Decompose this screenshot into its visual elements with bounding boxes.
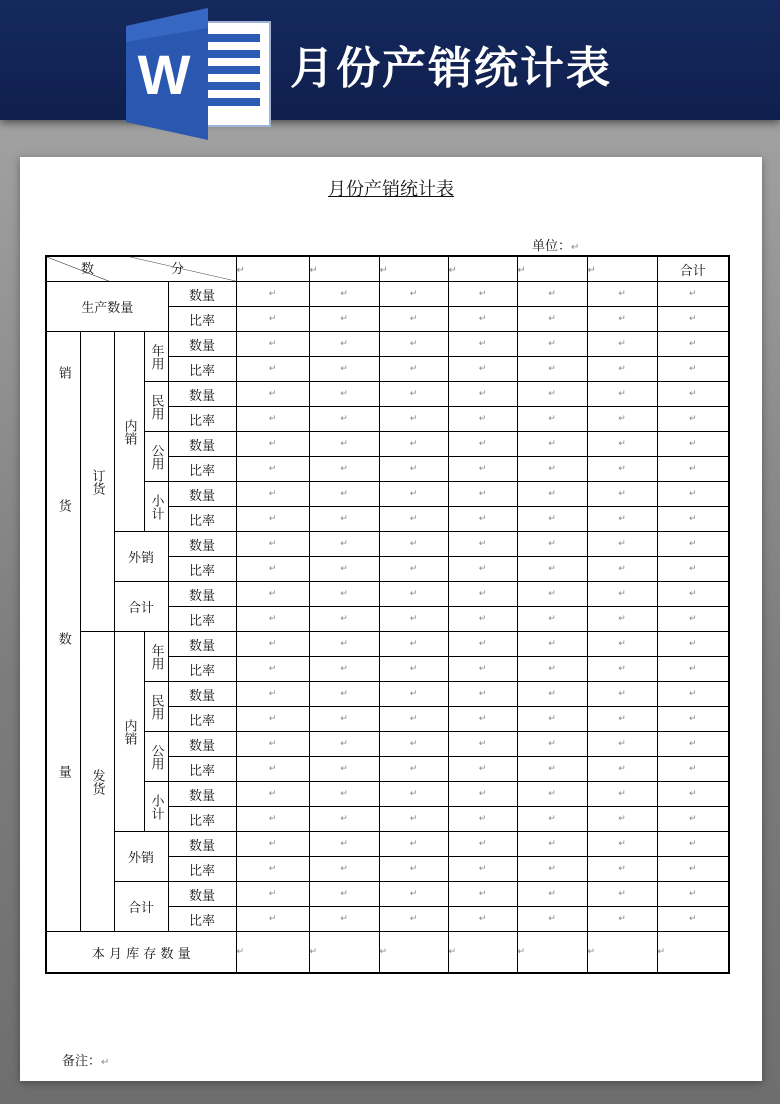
data-cell[interactable]: ↵ [236,632,309,657]
data-cell[interactable]: ↵ [657,807,729,832]
data-cell[interactable]: ↵ [517,357,587,382]
data-cell[interactable]: ↵ [309,707,379,732]
ship-export-label: 外销 [114,832,168,882]
data-cell[interactable]: ↵ [379,582,448,607]
data-cell[interactable]: ↵ [517,332,587,357]
category-subtotal: 小计 [144,482,168,532]
table-row [46,282,729,307]
category-civil: 民用 [144,682,168,732]
data-cell[interactable]: ↵ [379,732,448,757]
table-row [46,332,729,357]
data-cell[interactable]: ↵ [448,732,517,757]
data-cell[interactable]: ↵ [236,932,309,974]
header-row [46,256,729,282]
data-cell[interactable]: ↵ [379,407,448,432]
remarks-label: 备注：↵ [62,1054,110,1069]
data-cell[interactable]: ↵ [236,532,309,557]
data-cell[interactable]: ↵ [657,482,729,507]
data-cell[interactable]: ↵ [448,657,517,682]
order-domestic-group: 内销 [114,332,144,532]
data-cell[interactable]: ↵ [379,757,448,782]
data-cell[interactable]: ↵ [236,782,309,807]
category-public: 公用 [144,732,168,782]
sales-quantity-group: 销货数量 [46,332,80,932]
data-cell[interactable]: ↵ [236,282,309,307]
data-cell[interactable]: ↵ [587,432,657,457]
data-cell[interactable]: ↵ [236,857,309,882]
data-cell[interactable]: ↵ [309,882,379,907]
data-cell[interactable]: ↵ [587,307,657,332]
unit-label: 单位：↵ [532,239,580,254]
data-cell[interactable]: ↵ [309,757,379,782]
data-cell[interactable]: ↵ [379,857,448,882]
data-cell[interactable]: ↵ [587,357,657,382]
data-cell[interactable]: ↵ [657,657,729,682]
data-cell[interactable]: ↵ [236,907,309,932]
diag-label-shu: 数 [81,262,95,277]
data-cell[interactable]: ↵ [448,632,517,657]
data-cell[interactable]: ↵ [448,407,517,432]
data-cell[interactable]: ↵ [517,757,587,782]
data-cell[interactable]: ↵ [587,282,657,307]
data-cell[interactable]: ↵ [657,757,729,782]
data-cell[interactable]: ↵ [379,907,448,932]
data-cell[interactable]: ↵ [309,782,379,807]
data-cell[interactable]: ↵ [587,857,657,882]
data-cell[interactable]: ↵ [448,382,517,407]
data-cell[interactable]: ↵ [657,707,729,732]
data-cell[interactable]: ↵ [379,507,448,532]
data-cell[interactable]: ↵ [448,682,517,707]
production-label: 生产数量 [46,282,168,332]
data-cell[interactable]: ↵ [379,657,448,682]
data-cell[interactable]: ↵ [448,482,517,507]
data-cell[interactable]: ↵ [517,482,587,507]
data-cell[interactable]: ↵ [517,882,587,907]
data-cell[interactable]: ↵ [309,832,379,857]
title-banner [0,0,780,120]
data-cell[interactable]: ↵ [587,482,657,507]
data-cell[interactable]: ↵ [657,632,729,657]
data-cell[interactable]: ↵ [379,532,448,557]
metric-label: 数量 [168,682,236,707]
data-cell[interactable]: ↵ [236,657,309,682]
metric-label: 数量 [168,282,236,307]
data-cell[interactable]: ↵ [236,732,309,757]
data-cell[interactable]: ↵ [236,832,309,857]
data-cell[interactable]: ↵ [309,657,379,682]
data-cell[interactable]: ↵ [587,907,657,932]
table-row [46,382,729,407]
data-cell[interactable]: ↵ [587,407,657,432]
data-cell[interactable]: ↵ [309,907,379,932]
data-cell[interactable]: ↵ [587,932,657,974]
data-cell[interactable]: ↵ [236,557,309,582]
data-cell[interactable]: ↵ [517,432,587,457]
data-cell[interactable]: ↵ [448,582,517,607]
data-cell[interactable]: ↵ [448,907,517,932]
data-cell[interactable]: ↵ [379,357,448,382]
data-cell[interactable]: ↵ [236,582,309,607]
data-cell[interactable]: ↵ [657,507,729,532]
data-cell[interactable]: ↵ [309,682,379,707]
data-cell[interactable]: ↵ [657,832,729,857]
banner-title: 月份产销统计表 [290,43,612,94]
word-logo-letter: W [137,43,191,106]
data-cell[interactable]: ↵ [379,382,448,407]
data-cell[interactable]: ↵ [587,332,657,357]
data-cell[interactable]: ↵ [517,507,587,532]
metric-label: 数量 [168,632,236,657]
data-cell[interactable]: ↵ [379,932,448,974]
metric-label: 数量 [168,882,236,907]
data-cell[interactable]: ↵ [448,507,517,532]
data-cell[interactable]: ↵ [379,882,448,907]
data-cell[interactable]: ↵ [236,432,309,457]
data-cell[interactable]: ↵ [517,732,587,757]
data-cell[interactable]: ↵ [236,682,309,707]
data-cell[interactable]: ↵ [236,307,309,332]
table-row [46,482,729,507]
data-cell[interactable]: ↵ [448,532,517,557]
metric-label: 比率 [168,907,236,932]
data-cell[interactable]: ↵ [448,557,517,582]
data-cell[interactable]: ↵ [657,432,729,457]
data-cell[interactable]: ↵ [379,282,448,307]
data-cell[interactable]: ↵ [309,307,379,332]
ship-domestic-group: 内销 [114,632,144,832]
data-cell[interactable]: ↵ [236,757,309,782]
data-cell[interactable]: ↵ [309,807,379,832]
category-annual: 年用 [144,632,168,682]
data-cell[interactable]: ↵ [448,357,517,382]
data-cell[interactable]: ↵ [448,307,517,332]
data-cell[interactable]: ↵ [379,307,448,332]
data-cell[interactable]: ↵ [379,782,448,807]
data-cell[interactable]: ↵ [657,907,729,932]
data-cell[interactable]: ↵ [587,757,657,782]
metric-label: 数量 [168,782,236,807]
data-cell[interactable]: ↵ [587,507,657,532]
data-cell[interactable]: ↵ [309,632,379,657]
total-col-header: 合计 [657,256,729,282]
table-row [46,782,729,807]
data-cell[interactable]: ↵ [236,707,309,732]
data-cell[interactable]: ↵ [517,707,587,732]
document-page [20,157,762,1081]
data-cell[interactable]: ↵ [657,407,729,432]
inventory-label: 本 月 库 存 数 量 [46,932,236,974]
metric-label: 比率 [168,407,236,432]
data-cell[interactable]: ↵ [517,657,587,682]
data-cell[interactable]: ↵ [236,457,309,482]
metric-label: 比率 [168,357,236,382]
data-cell[interactable]: ↵ [517,282,587,307]
data-cell[interactable]: ↵ [657,532,729,557]
data-cell[interactable]: ↵ [517,857,587,882]
table-row [46,832,729,857]
data-cell[interactable]: ↵ [236,482,309,507]
data-cell[interactable]: ↵ [587,532,657,557]
table-row [46,532,729,557]
ship-total-label: 合计 [114,882,168,932]
data-cell[interactable]: ↵ [379,832,448,857]
data-cell[interactable]: ↵ [236,357,309,382]
data-cell[interactable]: ↵ [309,732,379,757]
ship-group: 发货 [80,632,114,932]
metric-label: 数量 [168,532,236,557]
data-cell[interactable]: ↵ [309,282,379,307]
data-cell[interactable]: ↵ [309,482,379,507]
data-cell[interactable]: ↵ [236,507,309,532]
factory-col-5[interactable]: ↵ [517,256,587,282]
data-cell[interactable]: ↵ [309,332,379,357]
data-cell[interactable]: ↵ [309,532,379,557]
factory-col-6[interactable]: ↵ [587,256,657,282]
data-cell[interactable]: ↵ [448,332,517,357]
data-cell[interactable]: ↵ [379,557,448,582]
data-cell[interactable]: ↵ [587,382,657,407]
data-cell[interactable]: ↵ [379,432,448,457]
data-cell[interactable]: ↵ [587,782,657,807]
category-public: 公用 [144,432,168,482]
order-total-label: 合计 [114,582,168,632]
data-cell[interactable]: ↵ [657,357,729,382]
data-cell[interactable]: ↵ [236,882,309,907]
data-cell[interactable]: ↵ [448,857,517,882]
data-cell[interactable]: ↵ [587,732,657,757]
data-cell[interactable]: ↵ [379,682,448,707]
data-cell[interactable]: ↵ [517,832,587,857]
order-group: 订货 [80,332,114,632]
data-cell[interactable]: ↵ [587,582,657,607]
data-cell[interactable]: ↵ [309,557,379,582]
data-cell[interactable]: ↵ [236,382,309,407]
data-cell[interactable]: ↵ [657,382,729,407]
data-cell[interactable]: ↵ [379,807,448,832]
metric-label: 比率 [168,507,236,532]
data-cell[interactable]: ↵ [517,807,587,832]
metric-label: 数量 [168,382,236,407]
metric-label: 比率 [168,807,236,832]
data-cell[interactable]: ↵ [657,557,729,582]
data-cell[interactable]: ↵ [517,607,587,632]
category-subtotal: 小计 [144,782,168,832]
data-cell[interactable]: ↵ [587,682,657,707]
data-cell[interactable]: ↵ [448,707,517,732]
metric-label: 比率 [168,457,236,482]
table-row [46,732,729,757]
table-row [46,432,729,457]
metric-label: 比率 [168,707,236,732]
data-cell[interactable]: ↵ [379,707,448,732]
metric-label: 比率 [168,607,236,632]
data-cell[interactable]: ↵ [448,807,517,832]
diagonal-header-cell [46,256,236,282]
category-civil: 民用 [144,382,168,432]
table-row [46,582,729,607]
data-cell[interactable]: ↵ [657,857,729,882]
data-cell[interactable]: ↵ [657,932,729,974]
data-cell[interactable]: ↵ [657,282,729,307]
data-cell[interactable]: ↵ [379,332,448,357]
metric-label: 数量 [168,482,236,507]
data-cell[interactable]: ↵ [309,432,379,457]
data-cell[interactable]: ↵ [587,457,657,482]
factory-col-3[interactable]: ↵ [379,256,448,282]
diag-label-chang [187,278,200,282]
data-cell[interactable]: ↵ [236,807,309,832]
metric-label: 比率 [168,307,236,332]
data-cell[interactable]: ↵ [517,682,587,707]
metric-label: 数量 [168,832,236,857]
word-app-icon [126,8,272,140]
metric-label: 数量 [168,332,236,357]
data-cell[interactable]: ↵ [587,807,657,832]
data-cell[interactable]: ↵ [587,707,657,732]
data-cell[interactable]: ↵ [657,582,729,607]
data-cell[interactable]: ↵ [236,332,309,357]
metric-label: 比率 [168,557,236,582]
metric-label: 比率 [168,857,236,882]
data-cell[interactable]: ↵ [236,607,309,632]
data-cell[interactable]: ↵ [448,882,517,907]
data-cell[interactable]: ↵ [309,382,379,407]
table-row [46,882,729,907]
data-cell[interactable]: ↵ [587,632,657,657]
factory-col-1[interactable]: ↵ [236,256,309,282]
metric-label: 比率 [168,757,236,782]
data-cell[interactable]: ↵ [309,932,379,974]
data-cell[interactable]: ↵ [448,457,517,482]
data-cell[interactable]: ↵ [309,407,379,432]
data-cell[interactable]: ↵ [448,607,517,632]
table-row [46,682,729,707]
data-cell[interactable]: ↵ [587,557,657,582]
data-cell[interactable]: ↵ [517,907,587,932]
data-cell[interactable]: ↵ [517,457,587,482]
data-cell[interactable]: ↵ [517,307,587,332]
data-cell[interactable]: ↵ [587,607,657,632]
data-cell[interactable]: ↵ [657,307,729,332]
metric-label: 数量 [168,432,236,457]
data-cell[interactable]: ↵ [379,632,448,657]
data-cell[interactable]: ↵ [379,482,448,507]
data-cell[interactable]: ↵ [657,332,729,357]
data-cell[interactable]: ↵ [379,457,448,482]
data-cell[interactable]: ↵ [448,757,517,782]
data-cell[interactable]: ↵ [448,782,517,807]
data-cell[interactable]: ↵ [309,457,379,482]
data-cell[interactable]: ↵ [657,732,729,757]
data-cell[interactable]: ↵ [517,932,587,974]
diagonal-lines [47,257,236,281]
data-cell[interactable]: ↵ [309,582,379,607]
category-annual: 年用 [144,332,168,382]
diag-label-fen: 分 [171,262,185,277]
factory-col-4[interactable]: ↵ [448,256,517,282]
metric-label: 比率 [168,657,236,682]
data-cell[interactable]: ↵ [309,357,379,382]
data-cell[interactable]: ↵ [309,857,379,882]
statistics-table [45,255,730,974]
order-export-label: 外销 [114,532,168,582]
data-cell[interactable]: ↵ [517,557,587,582]
data-cell[interactable]: ↵ [309,607,379,632]
data-cell[interactable]: ↵ [517,632,587,657]
data-cell[interactable]: ↵ [587,832,657,857]
data-cell[interactable]: ↵ [448,432,517,457]
data-cell[interactable]: ↵ [517,582,587,607]
data-cell[interactable]: ↵ [517,407,587,432]
inventory-row [46,932,729,974]
data-cell[interactable]: ↵ [587,657,657,682]
data-cell[interactable]: ↵ [236,407,309,432]
data-cell[interactable]: ↵ [379,607,448,632]
data-cell[interactable]: ↵ [448,932,517,974]
data-cell[interactable]: ↵ [517,782,587,807]
table-row [46,632,729,657]
data-cell[interactable]: ↵ [657,782,729,807]
factory-col-2[interactable]: ↵ [309,256,379,282]
data-cell[interactable]: ↵ [448,832,517,857]
data-cell[interactable]: ↵ [517,532,587,557]
data-cell[interactable]: ↵ [517,382,587,407]
data-cell[interactable]: ↵ [587,882,657,907]
metric-label: 数量 [168,582,236,607]
data-cell[interactable]: ↵ [309,507,379,532]
data-cell[interactable]: ↵ [657,607,729,632]
data-cell[interactable]: ↵ [657,457,729,482]
data-cell[interactable]: ↵ [657,882,729,907]
data-cell[interactable]: ↵ [448,282,517,307]
metric-label: 数量 [168,732,236,757]
document-title: 月份产销统计表 [328,179,454,200]
data-cell[interactable]: ↵ [657,682,729,707]
